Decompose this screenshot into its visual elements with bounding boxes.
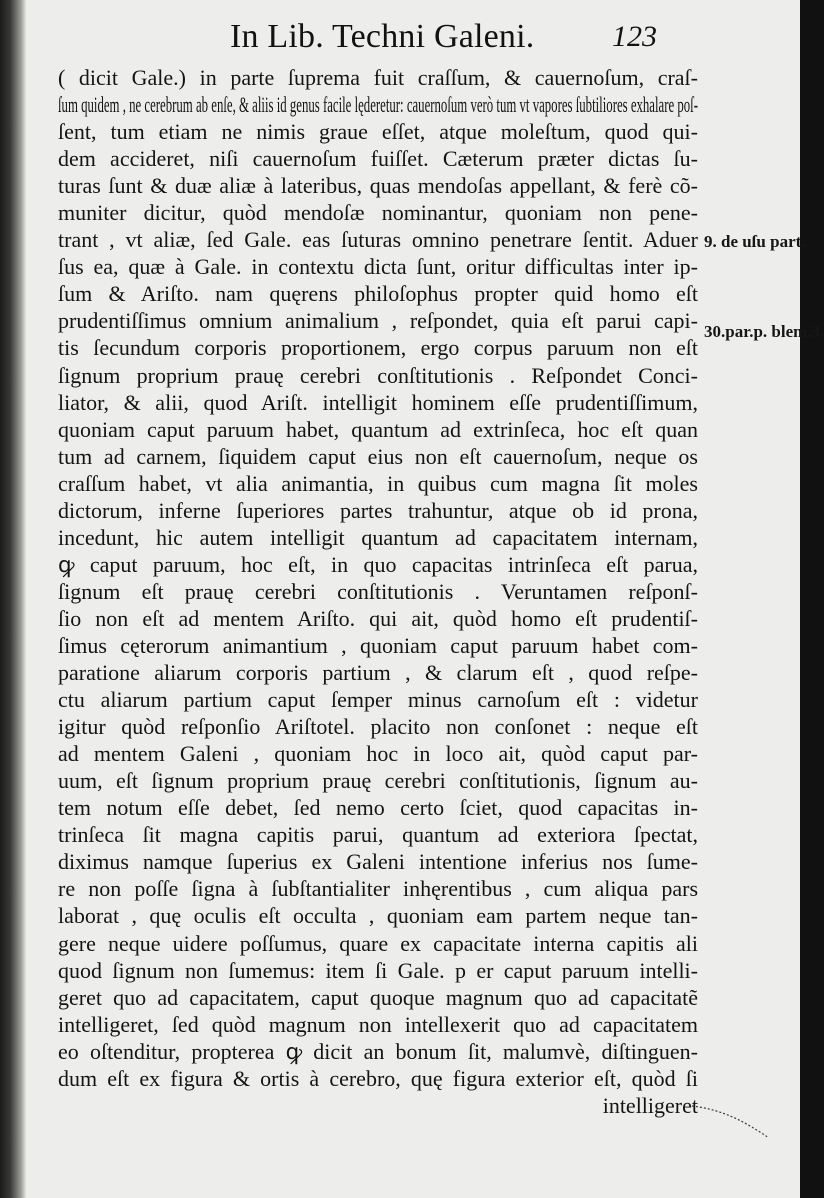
text-line: craſſum habet, vt alia animantia, in quibus cum magna ſit moles: [58, 470, 698, 496]
margin-note: 9. de uſu part.: [704, 232, 806, 251]
text-line: eo oſtenditur, propterea ꝙ dicit an bonum ſit, malumvè, diſtinguen-: [58, 1038, 698, 1064]
text-line: dum eſt ex figura & ortis à cerebro, quę figura exterior eſt, quòd ſi: [58, 1065, 698, 1091]
text-line: ctu aliarum partium caput ſemper minus carnoſum eſt : videtur: [58, 687, 698, 713]
text-line: diximus namque ſuperius ex Galeni intentione inferius nos ſume-: [58, 849, 698, 875]
text-line: turas ſunt & duæ aliæ à lateribus, quas mendoſas appellant, & ferè cõ-: [58, 173, 698, 199]
text-line: ſimus cęterorum animantium , quoniam caput paruum habet com-: [58, 632, 698, 658]
text-line: ad mentem Galeni , quoniam hoc in loco ait, quòd caput par-: [58, 741, 698, 767]
text-line: ſum & Ariſto. nam quęrens philoſophus propter quid homo eſt: [58, 281, 698, 307]
text-line: trinſeca ſit magna capitis parui, quantum ad exteriora ſpectat,: [58, 822, 698, 848]
binding-shadow: [0, 0, 26, 1198]
text-line: ( dicit Gale.) in parte ſuprema fuit craſſum, & cauernoſum, craſ-: [58, 65, 698, 90]
text-line: ſio non eſt ad mentem Ariſto. qui ait, quòd homo eſt prudentiſ-: [58, 605, 698, 631]
text-line: intelligeret, ſed quòd magnum non intellexerit quo ad capacitatem: [58, 1011, 698, 1037]
text-line: ſum quidem , ne cerebrum ab enſe, & aliis id genus facile lęderetur: cauernoſum verò tum vt vapores ſubtiliores exhalare poſ-: [58, 92, 698, 118]
text-line: ſent, tum etiam ne nimis graue eſſet, atque moleſtum, quod qui-: [58, 119, 698, 145]
text-line: quod ſignum non ſumemus: item ſi Gale. p er caput paruum intelli-: [58, 957, 698, 983]
text-line: trant , vt aliæ, ſed Gale. eas ſuturas omnino penetrare ſentit. Aduer: [58, 227, 698, 253]
page-header: [230, 18, 710, 64]
text-line: laborat , quę oculis eſt occulta , quoniam eam partem neque tan-: [58, 903, 698, 929]
catchword: intelligeret: [602, 1092, 698, 1118]
text-line: tem notum eſſe debet, ſed nemo certo ſciet, quod capacitas in-: [58, 795, 698, 821]
text-line: gere neque uidere poſſumus, quare ex capacitate interna capitis ali: [58, 930, 698, 956]
text-line: prudentiſſimus omnium animalium , reſpondet, quia eſt parui capi-: [58, 308, 698, 334]
text-line: muniter dicitur, quòd mendoſæ nominantur, quoniam non pene-: [58, 200, 698, 226]
text-line: quoniam caput paruum habet, quantum ad extrinſeca, hoc eſt quan: [58, 416, 698, 442]
page-number: 123: [612, 20, 657, 53]
text-line: ſignum eſt prauę cerebri conſtitutionis . Veruntamen reſponſ-: [58, 578, 698, 604]
text-line: ſus ea, quæ à Gale. in contextu dicta ſunt, oritur difficultas inter ip-: [58, 254, 698, 280]
text-line: dictorum, inferne ſuperiores partes trahuntur, atque ob id prona,: [58, 497, 698, 523]
text-line: tum ad carnem, ſiquidem caput eius non eſt cauernoſum, neque os: [58, 443, 698, 469]
text-line: dem accideret, niſi cauernoſum fuiſſet. Cæterum præter dictas ſu-: [58, 146, 698, 172]
text-line: ꝙ caput paruum, hoc eſt, in quo capacitas intrinſeca eſt parua,: [58, 551, 698, 577]
text-line: tis ſecundum corporis proportionem, ergo corpus paruum non eſt: [58, 335, 698, 361]
text-line: paratione aliarum corporis partium , & clarum eſt , quod reſpe-: [58, 660, 698, 686]
body-text: [58, 64, 698, 1119]
text-line: liator, & alii, quod Ariſt. intelligit hominem eſſe prudentiſſimum,: [58, 389, 698, 415]
text-line: incedunt, hic autem intelligit quantum ad capacitatem internam,: [58, 524, 698, 550]
ink-flourish: [690, 1100, 770, 1140]
margin-note: 30.par.p. blem.3.: [704, 322, 824, 341]
text-line: uum, eſt ſignum proprium prauę cerebri conſtitutionis, ſignum au-: [58, 768, 698, 794]
text-line: igitur quòd reſponſio Ariſtotel. placito non conſonet : neque eſt: [58, 714, 698, 740]
text-line: ſignum proprium prauę cerebri conſtitutionis . Reſpondet Conci-: [58, 362, 698, 388]
text-line: re non poſſe ſigna à ſubſtantialiter inhęrentibus , cum aliqua pars: [58, 876, 698, 902]
text-line: geret quo ad capacitatem, caput quoque magnum quo ad capacitatẽ: [58, 984, 698, 1010]
running-title: In Lib. Techni Galeni.: [230, 18, 535, 55]
